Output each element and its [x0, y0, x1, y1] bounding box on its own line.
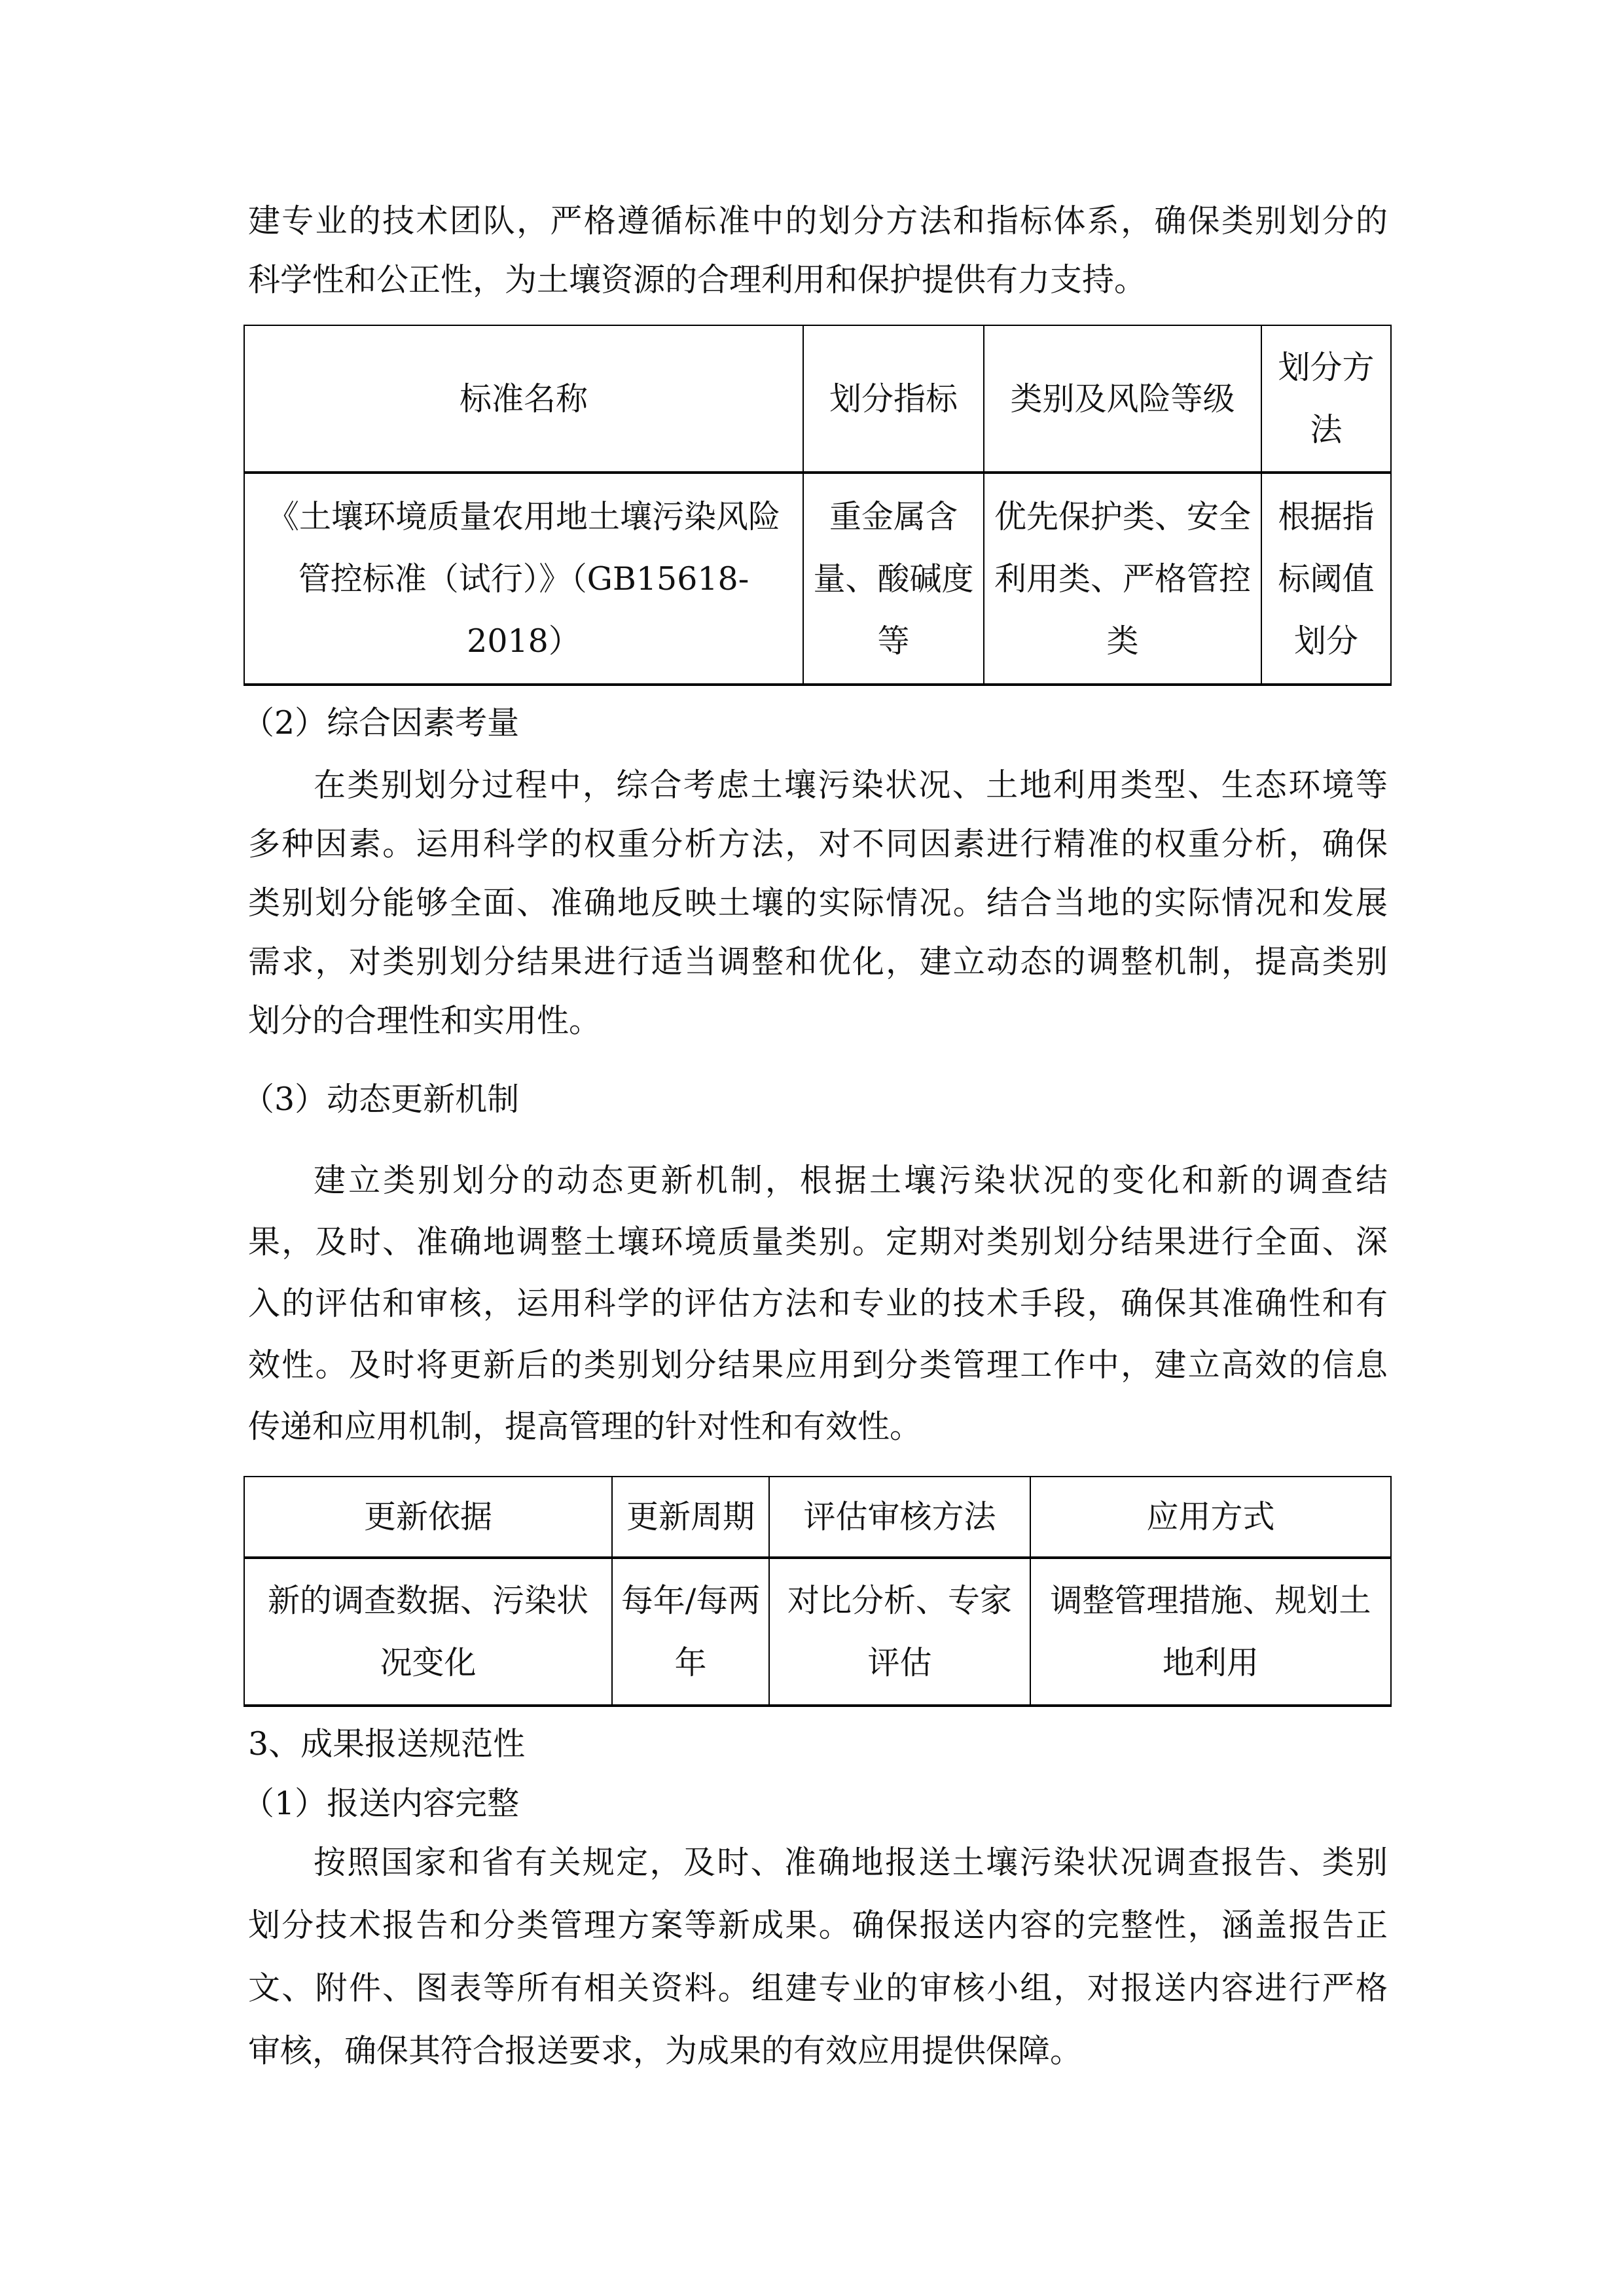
cell-standard-name: 《土壤环境质量农用地土壤污染风险 管控标准（试行）》（GB15618- 2018）: [244, 473, 803, 685]
cell-category-risk: 优先保护类、安全 利用类、严格管控 类: [984, 473, 1261, 685]
text-line: 果，及时、准确地调整土壤环境质量类别。定期对类别划分结果进行全面、深: [248, 1223, 1388, 1261]
header-standard-name: 标准名称: [244, 325, 803, 473]
text-line: 划分的合理性和实用性。: [248, 1002, 602, 1039]
text-line: 在类别划分过程中，综合考虑土壤污染状况、土地利用类型、生态环境等: [314, 766, 1388, 804]
cell-update-cycle: 每年/每两 年: [612, 1558, 769, 1706]
text-line: 多种因素。运用科学的权重分析方法，对不同因素进行精准的权重分析，确保: [248, 825, 1388, 863]
header-update-cycle: 更新周期: [612, 1477, 769, 1558]
update-mechanism-table: [244, 1476, 1392, 1707]
section-heading-3: （3）动态更新机制: [242, 1081, 520, 1118]
header-indicator: 划分指标: [803, 325, 984, 473]
text-line: 建专业的技术团队，严格遵循标准中的划分方法和指标体系，确保类别划分的: [248, 202, 1388, 240]
text-line: 传递和应用机制，提高管理的针对性和有效性。: [248, 1408, 922, 1445]
header-method: 划分方 法: [1261, 325, 1391, 473]
cell-method: 根据指 标阈值 划分: [1261, 473, 1391, 685]
text-line: 审核，确保其符合报送要求，为成果的有效应用提供保障。: [248, 2032, 1083, 2070]
text-line: 划分技术报告和分类管理方案等新成果。确保报送内容的完整性，涵盖报告正: [248, 1907, 1388, 1944]
text-line: 文、附件、图表等所有相关资料。组建专业的审核小组，对报送内容进行严格: [248, 1969, 1388, 2007]
text-line: 效性。及时将更新后的类别划分结果应用到分类管理工作中，建立高效的信息: [248, 1346, 1388, 1384]
header-update-basis: 更新依据: [244, 1477, 612, 1558]
header-review-method: 评估审核方法: [769, 1477, 1030, 1558]
header-application: 应用方式: [1030, 1477, 1391, 1558]
standards-table: [244, 325, 1392, 686]
section-title: 3、成果报送规范性: [248, 1725, 526, 1763]
cell-review-method: 对比分析、专家 评估: [769, 1558, 1030, 1706]
cell-update-basis: 新的调查数据、污染状 况变化: [244, 1558, 612, 1706]
text-line: 入的评估和审核，运用科学的评估方法和专业的技术手段，确保其准确性和有: [248, 1285, 1388, 1322]
cell-application: 调整管理措施、规划土 地利用: [1030, 1558, 1391, 1706]
text-line: 按照国家和省有关规定，及时、准确地报送土壤污染状况调查报告、类别: [314, 1844, 1388, 1881]
text-line: 需求，对类别划分结果进行适当调整和优化，建立动态的调整机制，提高类别: [248, 943, 1388, 980]
header-category-risk: 类别及风险等级: [984, 325, 1261, 473]
subsection-heading-1: （1）报送内容完整: [242, 1785, 520, 1822]
section-heading-2: （2）综合因素考量: [242, 704, 520, 742]
text-line: 建立类别划分的动态更新机制，根据土壤污染状况的变化和新的调查结: [314, 1162, 1388, 1199]
text-line: 科学性和公正性，为土壤资源的合理利用和保护提供有力支持。: [248, 261, 1147, 298]
cell-indicator: 重金属含 量、酸碱度 等: [803, 473, 984, 685]
text-line: 类别划分能够全面、准确地反映土壤的实际情况。结合当地的实际情况和发展: [248, 884, 1388, 922]
